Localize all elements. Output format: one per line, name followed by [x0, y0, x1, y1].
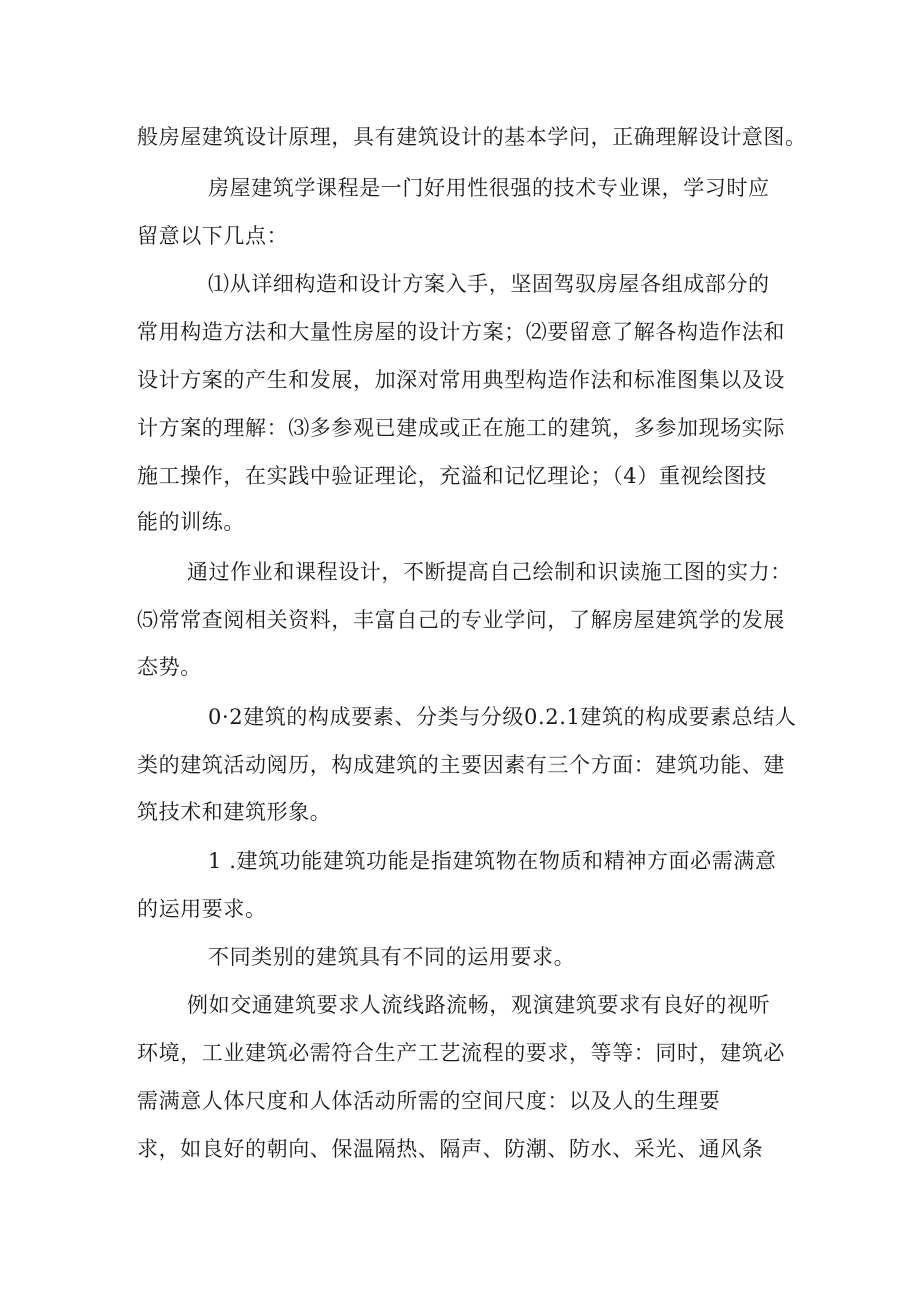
text-line: 施工操作，在实践中验证理论，充溢和记忆理论；（4）重视绘图技	[137, 464, 767, 488]
text-line: 常用构造方法和大量性房屋的设计方案；⑵要留意了解各构造作法和	[137, 320, 785, 344]
text-line: 需满意人体尺度和人体活动所需的空间尺度：以及人的生理要	[137, 1089, 721, 1113]
text-line: 类的建筑活动阅历，构成建筑的主要因素有三个方面：建筑功能、建	[137, 753, 785, 777]
text-line: ⑸常常查阅相关资料，丰富自己的专业学问，了解房屋建筑学的发展	[137, 608, 785, 632]
text-line: 筑技术和建筑形象。	[137, 800, 332, 824]
text-line: 1 .建筑功能建筑功能是指建筑物在物质和精神方面必需满意	[208, 849, 777, 873]
text-line: 般房屋建筑设计原理，具有建筑设计的基本学问，正确理解设计意图。	[137, 125, 807, 149]
text-line: 求，如良好的朝向、保温隔热、隔声、防潮、防水、采光、通风条	[137, 1137, 764, 1161]
text-line: ⑴从详细构造和设计方案入手，坚固驾驭房屋各组成部分的	[208, 272, 770, 296]
text-line: 态势。	[137, 655, 202, 679]
text-line: 能的训练。	[137, 510, 245, 534]
text-line: 例如交通建筑要求人流线路流畅，观演建筑要求有良好的视听	[187, 993, 771, 1017]
text-line: 不同类别的建筑具有不同的运用要求。	[208, 945, 576, 969]
text-line: 计方案的理解：⑶多参观已建成或正在施工的建筑，多参加现场实际	[137, 416, 785, 440]
text-line: 设计方案的产生和发展，加深对常用典型构造作法和标准图集以及设	[137, 368, 785, 392]
text-line: 房屋建筑学课程是一门好用性很强的技术专业课，学习时应	[208, 176, 770, 200]
text-line: 通过作业和课程设计，不断提高自己绘制和识读施工图的实力：	[187, 560, 792, 584]
text-line: 0·2建筑的构成要素、分类与分级0.2.1建筑的构成要素总结人	[208, 705, 797, 729]
text-line: 环境，工业建筑必需符合生产工艺流程的要求，等等：同时，建筑必	[137, 1041, 785, 1065]
text-line: 留意以下几点：	[137, 224, 289, 248]
text-line: 的运用要求。	[137, 897, 267, 921]
